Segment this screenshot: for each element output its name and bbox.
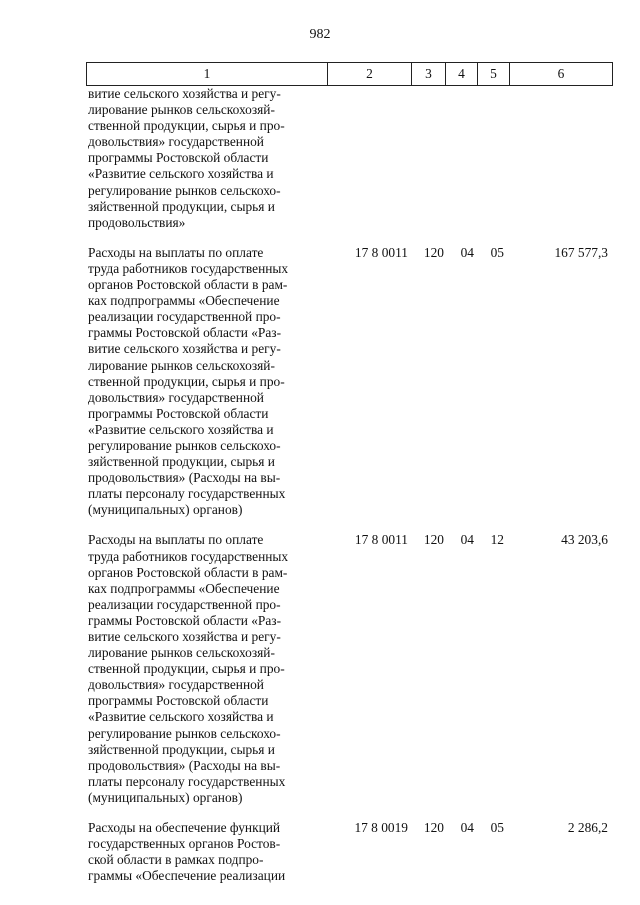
column-header-5: 5: [478, 63, 510, 86]
row-code: 17 8 0019: [354, 820, 408, 836]
row-pr: 12: [490, 532, 504, 548]
column-header-6: 6: [510, 63, 613, 86]
row-amount: 2 286,2: [567, 820, 608, 836]
page-number: 982: [309, 27, 331, 42]
column-header-table: [86, 62, 613, 86]
column-header-1: 1: [87, 63, 328, 86]
table-body: [88, 86, 610, 898]
table-row: [88, 820, 610, 884]
row-amount: 167 577,3: [554, 244, 608, 260]
column-header-3: 3: [412, 63, 446, 86]
row-vr: 120: [423, 244, 444, 260]
row-description: Расходы на обеспечение функций государственных органов Ростов- ской области в рамках подпро- граммы «Обеспечение реализации: [88, 820, 286, 884]
row-rz: 04: [460, 532, 474, 548]
row-description: Расходы на выплаты по оплате труда работников государственных органов Ростовской области в рам- ках подпрограммы «Обеспечение реализации государственной про- граммы Ростовской области «Раз- витие сельского хозяйства и регу- лирование рынков сельскохозяй- ственной продукции, сырья и про- довольствия» государственной программы Ростовской области «Развитие сельского хозяйства и регулирование рынков сельскохо- зяйственной продукции, сырья и продовольствия» (Расходы на вы- платы персоналу государственных (муниципальных) органов): [88, 244, 289, 518]
row-description: Расходы на выплаты по оплате труда работников государственных органов Ростовской области в рам- ках подпрограммы «Обеспечение реализации государственной про- граммы Ростовской области «Раз- витие сельского хозяйства и регу- лирование рынков сельскохозяй- ственной продукции, сырья и про- довольствия» государственной программы Ростовской области «Развитие сельского хозяйства и регулирование рынков сельскохо- зяйственной продукции, сырья и продовольствия» (Расходы на вы- платы персоналу государственных (муниципальных) органов): [88, 532, 289, 805]
row-vr: 120: [423, 532, 444, 548]
row-pr: 05: [490, 244, 504, 260]
table-row: [88, 245, 610, 519]
row-code: 17 8 0011: [354, 532, 408, 548]
row-code: 17 8 0011: [354, 244, 408, 260]
row-vr: 120: [423, 820, 444, 836]
row-pr: 05: [490, 820, 504, 836]
table-row: [88, 86, 610, 231]
column-header-4: 4: [446, 63, 478, 86]
row-rz: 04: [460, 244, 474, 260]
row-description: витие сельского хозяйства и регу- лирование рынков сельскохозяй- ственной продукции, сырья и про- довольствия» государственной программы Ростовской области «Развитие сельского хозяйства и регулирование рынков сельскохо- зяйственной продукции, сырья и продовольствия»: [88, 86, 285, 230]
table-row: [88, 532, 610, 806]
column-header-row: [87, 63, 613, 86]
column-header-2: 2: [328, 63, 412, 86]
row-amount: 43 203,6: [561, 532, 608, 548]
row-rz: 04: [460, 820, 474, 836]
